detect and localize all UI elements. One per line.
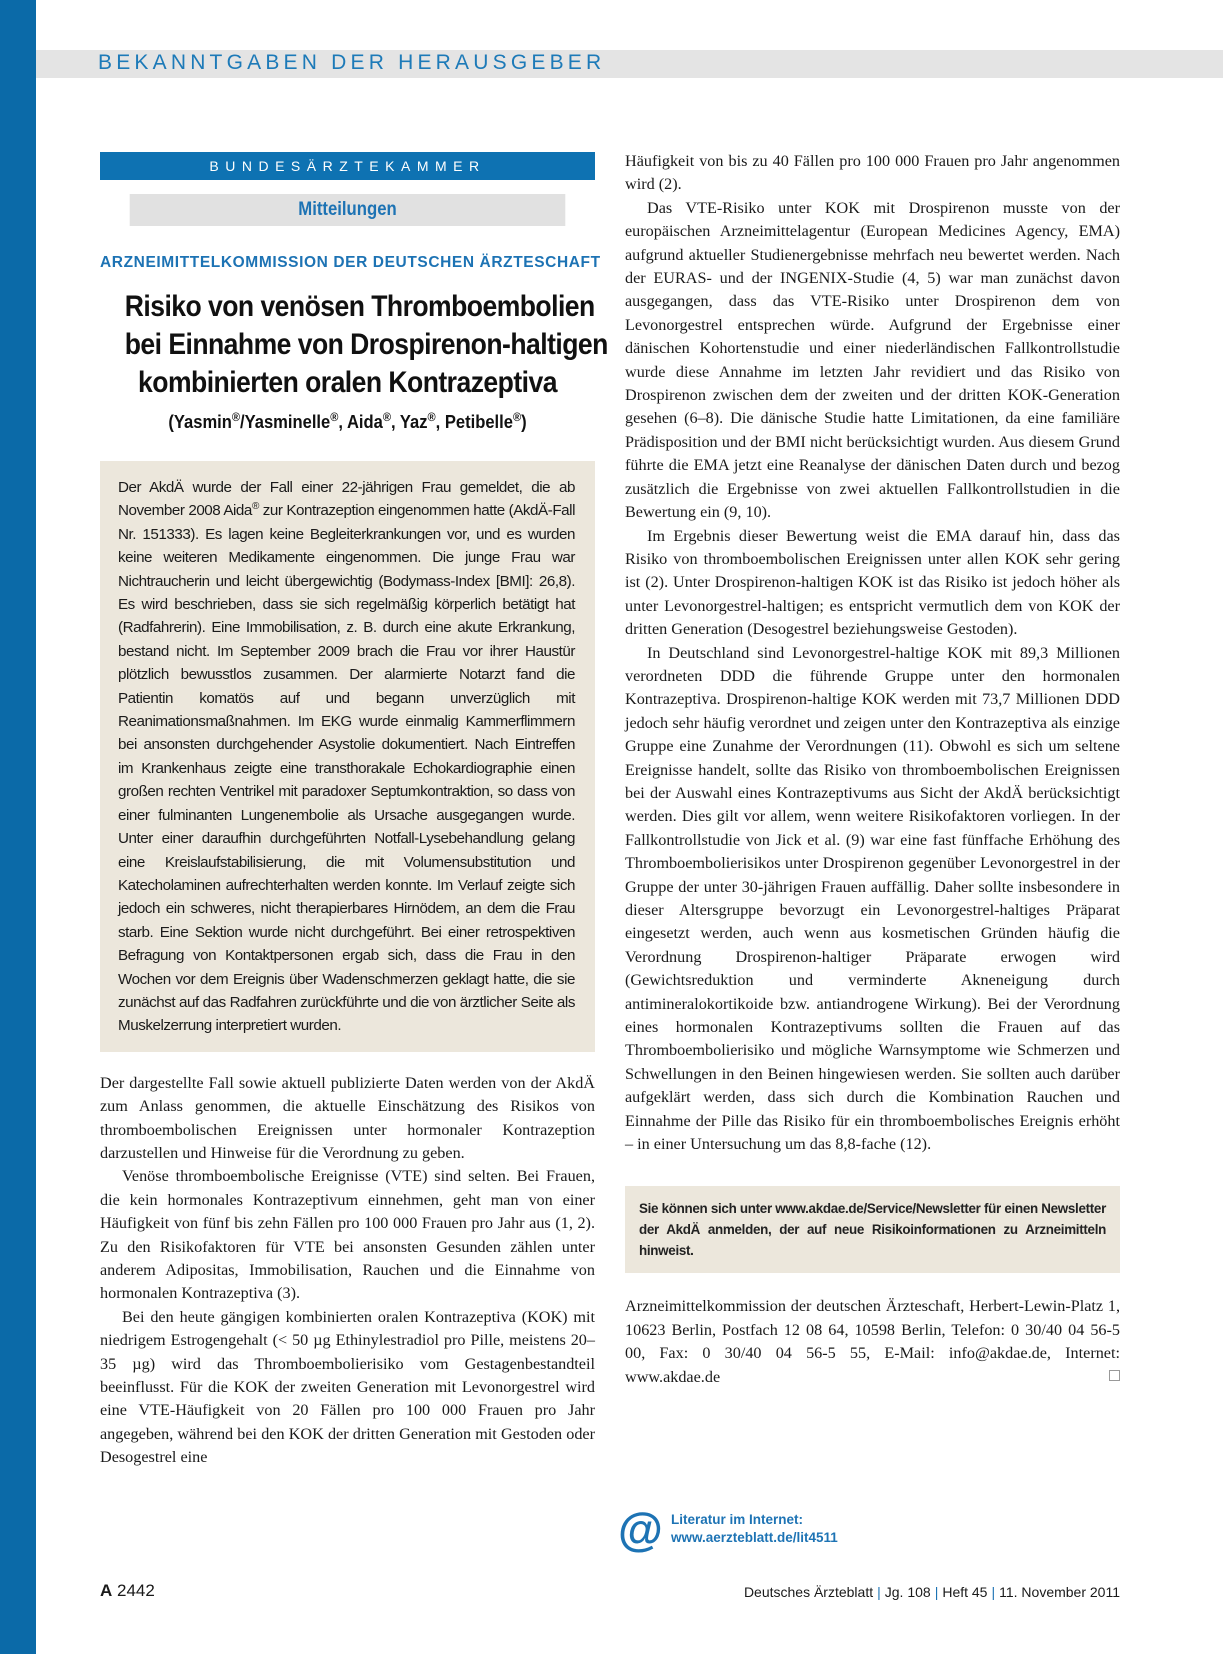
article-kicker: ARZNEIMITTELKOMMISSION DER DEUTSCHEN ÄRZTESCHAFT (100, 254, 601, 271)
body-paragraph: Häufigkeit von bis zu 40 Fällen pro 100 000 Frauen pro Jahr angenommen wird (2). (625, 152, 1120, 194)
left-body-text (100, 1072, 595, 1470)
case-report-box: Der AkdÄ wurde der Fall einer 22-jährigen Frau gemeldet, die ab November 2008 Aida® zur Kontrazeption eingenommen hatte (AkdÄ-Fall Nr. 151333). Es lagen keine Begleiterkrankungen vor, und es wurden keine weiteren Medikamente eingenommen. Die junge Frau war Nichtraucherin und leicht übergewichtig (Bodymass-Index [BMI]: 26,8). Es wird beschrieben, dass sie sich regelmäßig körperlich betätigt hat (Radfahrerin). Eine Immobilisation, z. B. durch eine akute Erkrankung, bestand nicht. Im September 2009 brach die Frau vor ihrer Haustür plötzlich bewusstlos zusammen. Der alarmierte Notarzt fand die Patientin komatös auf und begann unverzüglich mit Reanimationsmaßnahmen. Im EKG wurde einmalig Kammerflimmern bei ansonsten durchgehender Asystolie dokumentiert. Nach Eintreffen im Krankenhaus zeigte eine transthorakale Echokardiographie einen großen rechten Ventrikel mit paradoxer Septumkontraktion, so dass von einer fulminanten Lungenembolie als Ursache ausgegangen wurde. Unter einer daraufhin durchgeführten Notfall-Lysebehandlung gelang eine Kreislaufstabilisierung, die mit Volumensubstitution und Katecholaminen aufrechterhalten werden konnte. Im Verlauf zeigte sich jedoch ein schweres, nicht therapierbares Hirnödem, an dem die Frau starb. Eine Sektion wurde nicht durchgeführt. Bei einer retrospektiven Befragung von Kontaktpersonen ergab sich, dass die Frau in den Wochen vor dem Ereignis über Wadenschmerzen geklagt hatte, die sie zunächst auf das Radfahren zurückführte und die von ärztlicher Seite als Muskelzerrung interpretiert wurden. (100, 461, 595, 1052)
publisher-bar: BUNDESÄRZTEKAMMER (100, 152, 595, 180)
at-icon: @ (618, 1503, 663, 1555)
right-body-text (625, 150, 1120, 1156)
body-paragraph: Der dargestellte Fall sowie aktuell publizierte Daten werden von der AkdÄ zum Anlass genommen, die aktuelle Einschätzung des Risikos von thromboembolischen Ereignissen unter hormonaler Kontrazeption darzustellen und Hinweise für die Verordnung zu geben. (100, 1073, 595, 1162)
journal-issue: Heft 45 (942, 1584, 988, 1600)
literature-link[interactable] (618, 1503, 918, 1560)
journal-footer: Deutsches Ärzteblatt | Jg. 108 | Heft 45 | 11. November 2011 (743, 1584, 1120, 1600)
body-paragraph: In Deutschland sind Levonorgestrel-haltige KOK mit 89,3 Millionen verordneten DDD die führende Gruppe unter den hormonalen Kontrazeptiva. Drospirenon-haltige KOK werden mit 73,7 Millionen DDD jedoch sehr häufig verordnet und zeigen unter den Kontrazeptiva als einzige Gruppe eine Zunahme der Verordnungen (11). Obwohl es sich um seltene Ereignisse handelt, sollte das Risiko von thromboembolischen Ereignissen bei der Auswahl eines Kontrazeptivums aus Sicht der AkdÄ berücksichtigt werden. Dies gilt vor allem, wenn weitere Risikofaktoren vorliegen. In der Fallkontrollstudie von Jick et al. (9) war eine fast fünffache Erhöhung des Thromboembolierisikos unter Drospirenon gegenüber Levonorgestrel in der Gruppe der unter 30-jährigen Frauen auffällig. Daher sollte insbesondere in dieser Altersgruppe bevorzugt ein Levonorgestrel-haltiges Präparat eingesetzt werden, auch wenn aus kosmetischen Gründen häufig die Verordnung Drospirenon-haltiger Präparate erwogen wird (Gewichtsreduktion und verminderte Akneneigung durch antimineralokortikoide bzw. antiandrogene Wirkung). Bei der Verordnung eines hormonalen Kontrazeptivums sollten die Frauen auf das Thromboembolierisiko und mögliche Warnsymptome wie Schmerzen und Schwellungen in den Beinen hingewiesen werden. Sie sollten auch darüber aufgeklärt werden, dass sich durch die Kombination Rauchen und Einnahme der Pille das Risiko für ein thromboembolisches Ereignis erhöht – in einer Untersuchung um das 8,8-fache (12). (625, 643, 1120, 1154)
section-title: BEKANNTGABEN DER HERAUSGEBER (98, 51, 606, 74)
journal-name: Deutsches Ärzteblatt (743, 1584, 874, 1600)
article-title-line: bei Einnahme von Drospirenon-haltigen (124, 328, 608, 361)
article-subtitle: (Yasmin®/Yasminelle®, Aida®, Yaz®, Petibelle®) (168, 410, 527, 432)
journal-date: 11. November 2011 (999, 1584, 1120, 1600)
body-paragraph: Das VTE-Risiko unter KOK mit Drospirenon musste von der europäischen Arzneimittelagentur (European Medicines Agency, EMA) aufgrund aktueller Studienergebnisse mehrfach neu bewertet werden. Nach der EURAS- und der INGENIX-Studie (4, 5) war man zunächst davon ausgegangen, dass das VTE-Risiko unter Drospirenon dem von Levonorgestrel entsprechen würde. Aufgrund der Ergebnisse einer dänischen Kohortenstudie und einer niederländischen Fallkontrollstudie wurde diese Annahme im letzten Jahr revidiert und das Risiko von Drospirenon zwischen dem der zweiten und der dritten KOK-Generation gesehen (6–8). Die dänische Studie hatte Limitationen, da eine familiäre Prädisposition und der BMI nicht berücksichtigt wurden. Aus diesem Grund führte die EMA jetzt eine Reanalyse der dänischen Daten durch und bezog zusätzlich die Ergebnisse von zwei aktuellen Fallkontrollstudien in die Bewertung ein (9, 10). (625, 198, 1120, 522)
body-paragraph: Bei den heute gängigen kombinierten oralen Kontrazeptiva (KOK) mit niedrigem Estrogengehalt (< 50 µg Ethinylestradiol pro Pille, meistens 20–35 µg) wird das Thromboembolierisiko vom Gestagenbestandteil beeinflusst. Für die KOK der zweiten Generation mit Levonorgestrel wird eine VTE-Häufigkeit von 20 Fällen pro 100 000 Frauen pro Jahr angegeben, während bei den KOK der dritten Generation mit Gestoden oder Desogestrel eine (100, 1307, 595, 1467)
article-title (100, 288, 608, 402)
newsletter-box: Sie können sich unter www.akdae.de/Service/Newsletter für einen Newsletter der AkdÄ anmelden, der auf neue Risikoinformationen zu Arzneimitteln hinweist. (625, 1186, 1120, 1273)
contact-address: Arzneimittelkommission der deutschen Ärzteschaft, Herbert-Lewin-Platz 1, 10623 Berlin, Postfach 12 08 64, 10598 Berlin, Telefon: 0 30/40 04 56-5 00, Fax: 0 30/40 04 56-5 55, E-Mail: info@akdae.de, Internet: www.akdae.de (625, 1297, 1120, 1386)
journal-volume: Jg. 108 (884, 1584, 931, 1600)
body-paragraph: Venöse thromboembolische Ereignisse (VTE) sind selten. Bei Frauen, die kein hormonales Kontrazeptivum einnehmen, geht man von einer Häufigkeit von fünf bis zehn Fällen pro 100 000 Frauen pro Jahr aus (1, 2). Zu den Risikofaktoren für VTE bei ansonsten Gesunden zählen unter anderem Adipositas, Immobilisation, Rauchen und die Einnahme von hormonalen Kontrazeptiva (3). (100, 1167, 595, 1303)
page-number: A 2442 (100, 1581, 155, 1600)
literature-url[interactable]: www.aerzteblatt.de/lit4511 (671, 1530, 838, 1545)
literature-label: Literatur im Internet: (671, 1512, 804, 1527)
right-column (625, 150, 1120, 1389)
article-title-line: kombinierten oralen Kontrazeptiva (138, 366, 557, 399)
left-accent-bar (0, 0, 36, 1654)
article-title-line: Risiko von venösen Thromboembolien (124, 290, 595, 323)
left-column (100, 152, 608, 1470)
end-mark-icon (1109, 1370, 1120, 1381)
category-bar: Mitteilungen (130, 194, 566, 226)
section-header-bar (36, 50, 1223, 78)
body-paragraph: Im Ergebnis dieser Bewertung weist die EMA darauf hin, dass das Risiko von thromboembolischen Ereignissen unter allen KOK sehr gering ist (2). Unter Drospirenon-haltigen KOK ist das Risiko ist jedoch höher als unter Levonorgestrel-haltigen; es entspricht vermutlich dem von KOK der dritten Generation (Desogestrel beziehungsweise Gestoden). (625, 526, 1120, 639)
